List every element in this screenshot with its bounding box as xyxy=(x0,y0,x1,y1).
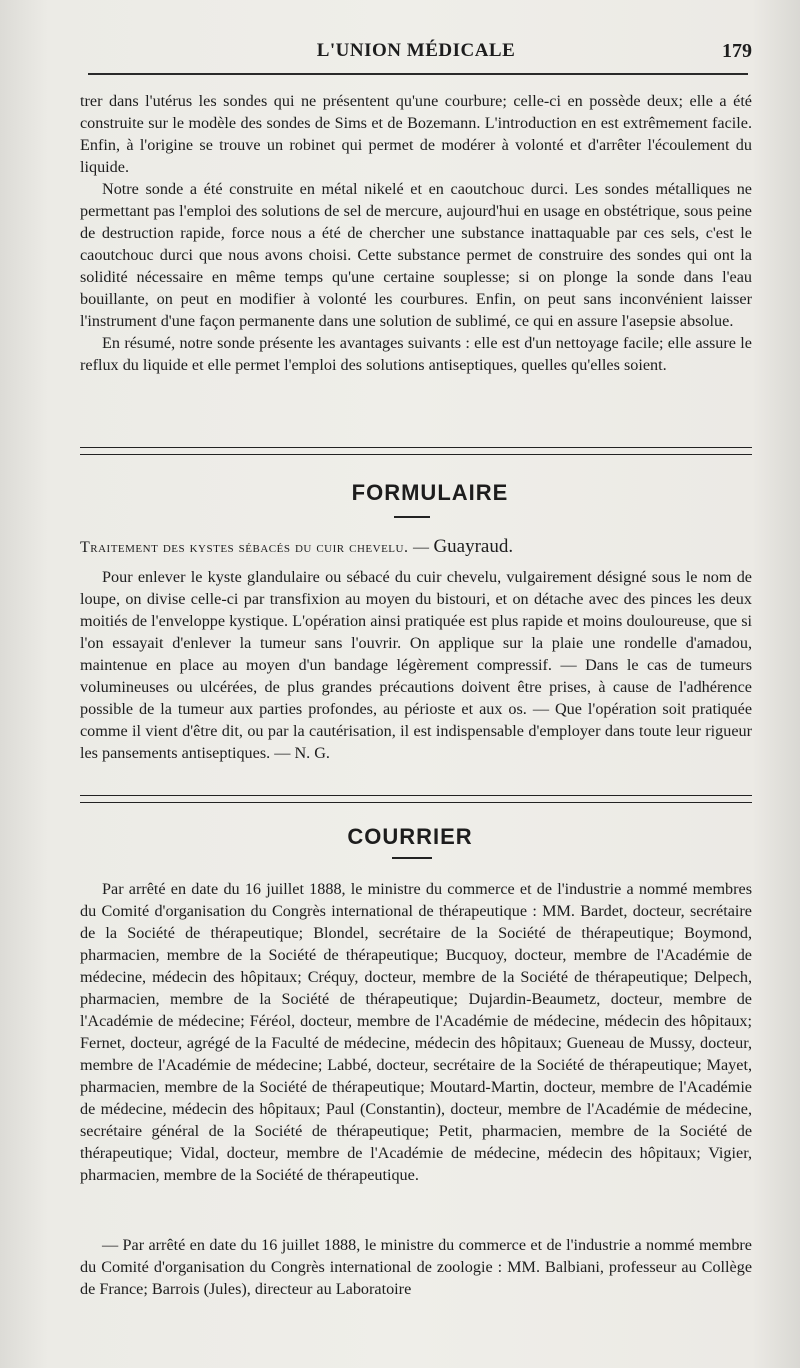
courrier-section xyxy=(80,878,752,1186)
formulaire-subtitle: Traitement des kystes sébacés du cuir chevelu. — xyxy=(80,539,430,556)
running-header xyxy=(80,40,752,70)
section-divider xyxy=(80,447,752,455)
courrier-title: COURRIER xyxy=(347,824,473,849)
journal-title: L'UNION MÉDICALE xyxy=(316,40,516,61)
intro-paragraph: trer dans l'utérus les sondes qui ne présentent qu'une courbure; celle-ci en possède deux; elle a été construite sur le modèle des sondes de Sims et de Bozemann. L'introduction en est extrêmement facile. Enfin, à l'origine se trouve un robinet qui permet de modérer à volonté et d'arrêter l'écoulement du liquide. xyxy=(80,92,752,176)
formulaire-author: Guayraud. xyxy=(433,536,514,557)
title-underline xyxy=(394,516,430,518)
courrier-section-continued xyxy=(80,1234,752,1300)
section-divider xyxy=(80,795,752,803)
formulaire-subheading xyxy=(80,536,752,559)
intro-section xyxy=(80,90,752,376)
intro-paragraph: Notre sonde a été construite en métal nikelé et en caoutchouc durci. Les sondes métalliques ne permettant pas l'emploi des solutions de sel de mercure, aujourd'hui en usage en obstétrique, sous peine de destruction rapide, force nous a été de chercher une substance inattaquable par ces sels, c'est le caoutchouc durci que nous avons choisi. Cette substance permet de construire des sondes qui ont la solidité nécessaire en même temps qu'une certaine souplesse; si on plonge la sonde dans l'eau bouillante, on peut en modifier à volonté les courbures. Enfin, on peut sans inconvénient laisser l'instrument d'une façon permanente dans une solution de sublimé, ce qui en assure l'asepsie absolue. xyxy=(80,180,752,330)
formulaire-body: Pour enlever le kyste glandulaire ou sébacé du cuir chevelu, vulgairement désigné sous le nom de loupe, on divise celle-ci par transfixion au moyen du bistouri, et on détache avec des pinces les deux moitiés de l'enveloppe kystique. L'opération ainsi pratiquée est plus rapide et moins douloureuse, que si l'on essayait d'enlever la tumeur sans l'ouvrir. On applique sur la plaie une rondelle d'amadou, maintenue en place au moyen d'un bandage légèrement compressif. — Dans le cas de tumeurs volumineuses ou ulcérées, de plus grandes précautions doivent être prises, à cause de l'adhérence possible de la tumeur aux parties profondes, au périoste et aux os. — Que l'opération soit pratiquée comme il vient d'être dit, ou par la cautérisation, il est indispensable d'employer dans toute leur rigueur les pansements antiseptiques. — N. G. xyxy=(80,568,752,762)
page-number: 179 xyxy=(722,40,752,62)
header-rule xyxy=(88,73,748,75)
courrier-paragraph: — Par arrêté en date du 16 juillet 1888, le ministre du commerce et de l'industrie a nommé membre du Comité d'organisation du Congrès international de zoologie : MM. Balbiani, professeur au Collège de France; Barrois (Jules), directeur au Laboratoire xyxy=(80,1236,752,1298)
formulaire-section xyxy=(80,566,752,764)
courrier-paragraph: Par arrêté en date du 16 juillet 1888, le ministre du commerce et de l'industrie a nommé membres du Comité d'organisation du Congrès international de thérapeutique : MM. Bardet, docteur, secrétaire de la Société de thérapeutique; Blondel, secrétaire de la Société de thérapeutique; Boymond, pharmacien, membre de la Société de thérapeutique; Bucquoy, docteur, membre de l'Académie de médecine, médecin des hôpitaux; Créquy, docteur, membre de la Société de thérapeutique; Delpech, pharmacien, membre de la Société de thérapeutique; Dujardin-Beaumetz, docteur, membre de l'Académie de médecine; Féréol, docteur, membre de l'Académie de médecine, médecin des hôpitaux; Fernet, docteur, agrégé de la Faculté de médecine, médecin des hôpitaux; Gueneau de Mussy, docteur, membre de l'Académie de médecine; Labbé, docteur, secrétaire de la Société de thérapeutique; Mayet, pharmacien, membre de la Société de thérapeutique; Moutard-Martin, docteur, membre de l'Académie de médecine, médecin des hôpitaux; Paul (Constantin), docteur, membre de l'Académie de médecine, secrétaire général de la Société de thérapeutique; Petit, pharmacien, membre de la Société de thérapeutique; Vidal, docteur, membre de l'Académie de médecine, médecin des hôpitaux; Vigier, pharmacien, membre de la Société de thérapeutique. xyxy=(80,880,752,1184)
formulaire-title: FORMULAIRE xyxy=(351,480,509,505)
intro-paragraph: En résumé, notre sonde présente les avantages suivants : elle est d'un nettoyage facile; elle assure le reflux du liquide et elle permet l'emploi des solutions antiseptiques, quelles qu'elles soient. xyxy=(80,334,752,374)
title-underline xyxy=(392,857,432,859)
